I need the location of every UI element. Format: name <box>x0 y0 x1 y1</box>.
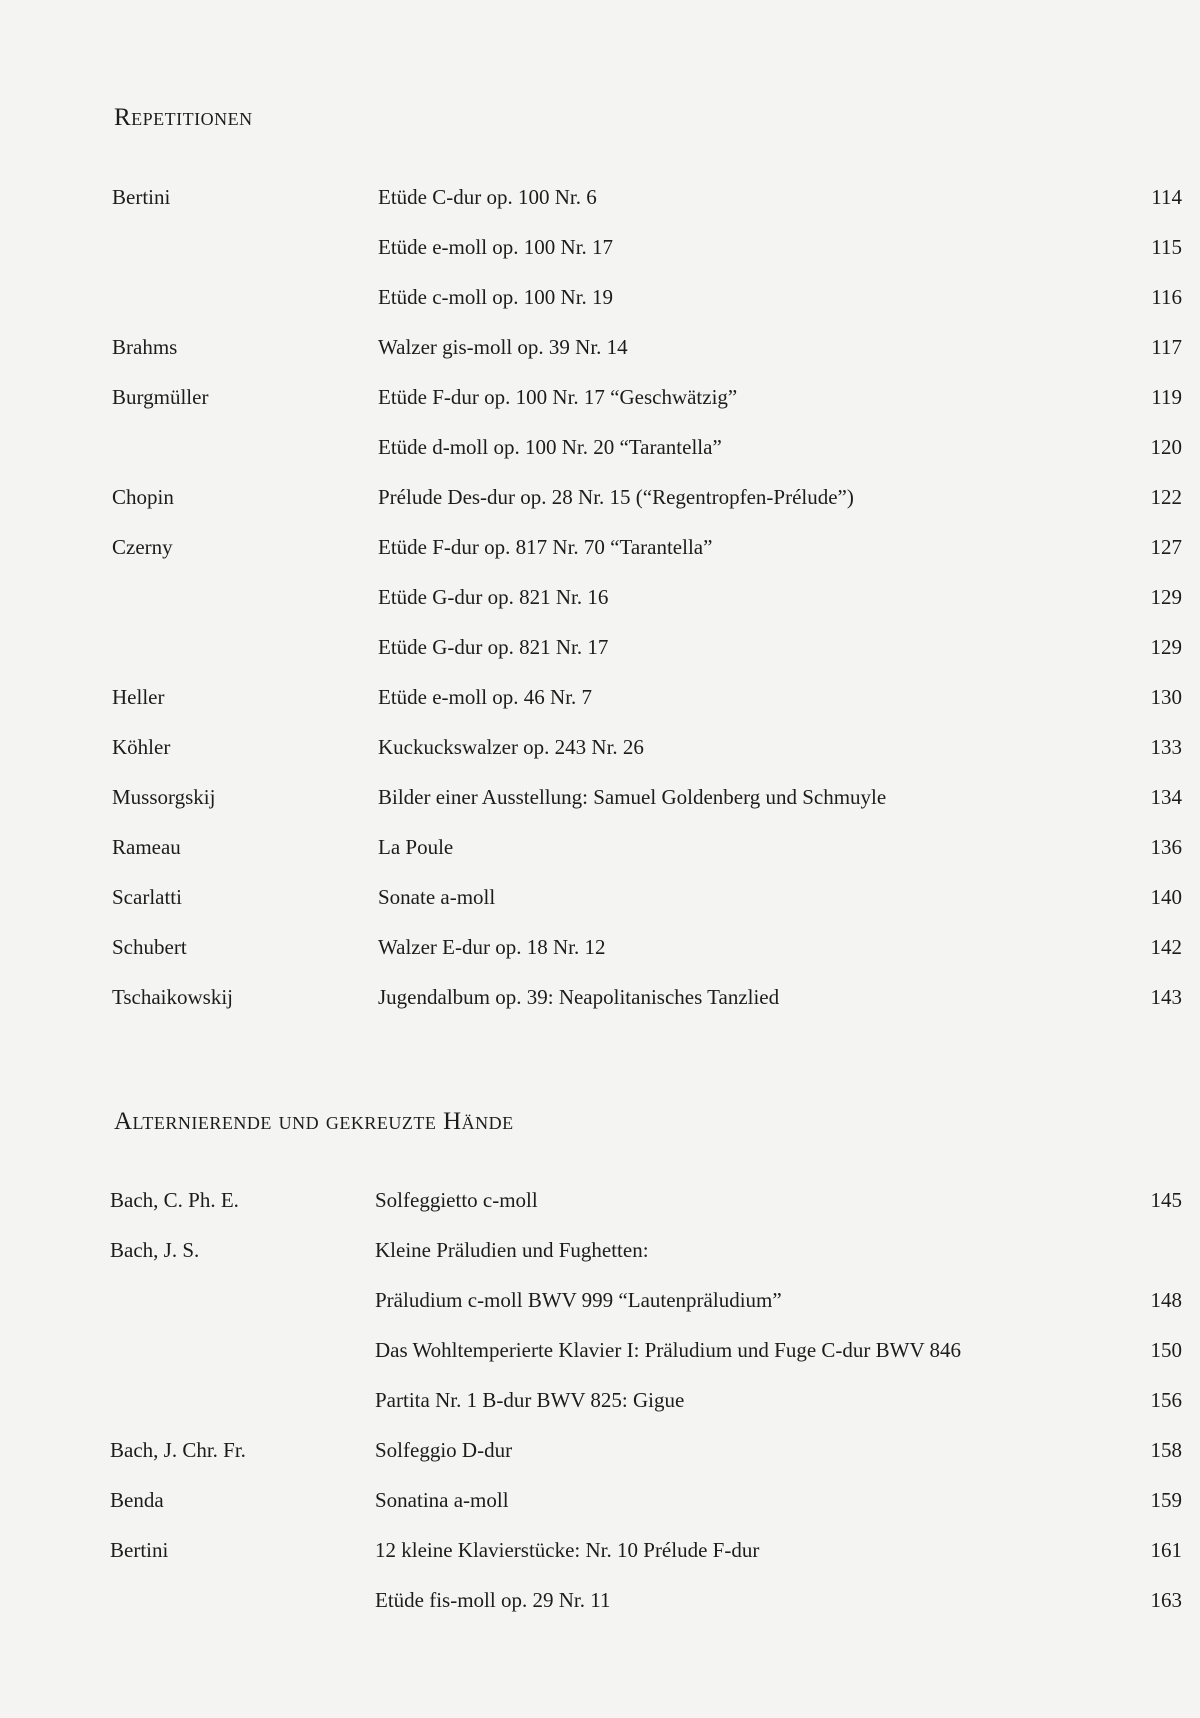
page-number: 148 <box>1150 1288 1182 1312</box>
work-title: Etüde C-dur op. 100 Nr. 6 <box>378 185 597 209</box>
index-entry <box>0 932 1200 962</box>
work-title: Partita Nr. 1 B-dur BWV 825: Gigue <box>375 1388 685 1412</box>
page-number: 114 <box>1151 185 1182 209</box>
composer-name: Mussorgskij <box>112 785 216 809</box>
index-entry <box>0 632 1200 662</box>
work-title: Das Wohltemperierte Klavier I: Präludium und Fuge C-dur BWV 846 <box>375 1338 962 1362</box>
work-title: Solfeggietto c-moll <box>375 1188 538 1212</box>
page-number: 117 <box>1151 335 1182 359</box>
work-title: Etüde c-moll op. 100 Nr. 19 <box>378 285 614 309</box>
index-entry <box>0 682 1200 712</box>
index-entry <box>0 182 1200 212</box>
work-title: La Poule <box>378 835 454 859</box>
page-number: 143 <box>1150 985 1182 1009</box>
index-entry <box>0 432 1200 462</box>
page-number: 142 <box>1150 935 1182 959</box>
page-number: 163 <box>1150 1588 1182 1612</box>
composer-name: Bach, C. Ph. E. <box>110 1188 239 1212</box>
work-title: Präludium c-moll BWV 999 “Lautenpräludium” <box>375 1288 782 1312</box>
index-entry <box>0 1435 1200 1465</box>
index-entry <box>0 882 1200 912</box>
page-number: 158 <box>1150 1438 1182 1462</box>
page-number: 129 <box>1150 635 1182 659</box>
page-number: 115 <box>1151 235 1182 259</box>
section-title: Alternierende und gekreuzte Hände <box>114 1108 514 1135</box>
work-title: Prélude Des-dur op. 28 Nr. 15 (“Regentropfen-Prélude”) <box>378 485 854 509</box>
index-entry <box>0 982 1200 1012</box>
index-entry <box>0 782 1200 812</box>
work-title: 12 kleine Klavierstücke: Nr. 10 Prélude F-dur <box>375 1538 760 1562</box>
index-entry <box>0 732 1200 762</box>
work-title: Etüde e-moll op. 100 Nr. 17 <box>378 235 614 259</box>
composer-name: Bertini <box>112 185 171 209</box>
index-entry <box>0 832 1200 862</box>
composer-name: Bach, J. S. <box>110 1238 200 1262</box>
index-entry <box>0 1585 1200 1615</box>
work-title: Kuckuckswalzer op. 243 Nr. 26 <box>378 735 644 759</box>
work-title: Etüde fis-moll op. 29 Nr. 11 <box>375 1588 611 1612</box>
composer-name: Brahms <box>112 335 178 359</box>
index-entry <box>0 582 1200 612</box>
composer-name: Burgmüller <box>112 385 209 409</box>
work-title: Etüde e-moll op. 46 Nr. 7 <box>378 685 593 709</box>
page-number: 134 <box>1150 785 1182 809</box>
page-number: 159 <box>1150 1488 1182 1512</box>
index-entry <box>0 1285 1200 1315</box>
index-entry <box>0 382 1200 412</box>
page-number: 145 <box>1150 1188 1182 1212</box>
composer-name: Scarlatti <box>112 885 182 909</box>
page-number: 161 <box>1150 1538 1182 1562</box>
index-entry <box>0 1185 1200 1215</box>
index-entry <box>0 482 1200 512</box>
page-number: 129 <box>1150 585 1182 609</box>
composer-name: Schubert <box>112 935 187 959</box>
index-entry <box>0 1235 1200 1265</box>
work-title: Sonate a-moll <box>378 885 496 909</box>
page-number: 136 <box>1150 835 1182 859</box>
work-title: Jugendalbum op. 39: Neapolitanisches Tanzlied <box>378 985 780 1009</box>
work-title: Sonatina a-moll <box>375 1488 509 1512</box>
index-entry <box>0 1535 1200 1565</box>
page-number: 120 <box>1150 435 1182 459</box>
composer-name: Chopin <box>112 485 174 509</box>
page-number: 130 <box>1150 685 1182 709</box>
work-title: Etüde F-dur op. 817 Nr. 70 “Tarantella” <box>378 535 713 559</box>
composer-name: Köhler <box>112 735 171 759</box>
work-title: Etüde G-dur op. 821 Nr. 16 <box>378 585 609 609</box>
work-title: Walzer E-dur op. 18 Nr. 12 <box>378 935 606 959</box>
work-title: Etüde G-dur op. 821 Nr. 17 <box>378 635 609 659</box>
work-title: Walzer gis-moll op. 39 Nr. 14 <box>378 335 628 359</box>
page-number: 156 <box>1150 1388 1182 1412</box>
index-entry <box>0 332 1200 362</box>
page-number: 140 <box>1150 885 1182 909</box>
composer-name: Tschaikowskij <box>112 985 234 1009</box>
page-number: 122 <box>1150 485 1182 509</box>
index-entry <box>0 1385 1200 1415</box>
index-entry <box>0 532 1200 562</box>
work-title: Kleine Präludien und Fughetten: <box>375 1238 649 1262</box>
index-entry <box>0 1485 1200 1515</box>
index-entry <box>0 232 1200 262</box>
composer-name: Heller <box>112 685 165 709</box>
index-entry <box>0 1335 1200 1365</box>
section-title: Repetitionen <box>114 104 253 131</box>
page-number: 133 <box>1150 735 1182 759</box>
page-number: 150 <box>1150 1338 1182 1362</box>
page-number: 127 <box>1150 535 1182 559</box>
page-number: 116 <box>1151 285 1182 309</box>
index-entry <box>0 282 1200 312</box>
work-title: Etüde F-dur op. 100 Nr. 17 “Geschwätzig” <box>378 385 738 409</box>
page-number: 119 <box>1151 385 1182 409</box>
composer-name: Bertini <box>110 1538 169 1562</box>
composer-name: Bach, J. Chr. Fr. <box>110 1438 246 1462</box>
composer-name: Rameau <box>112 835 181 859</box>
composer-name: Benda <box>110 1488 164 1512</box>
work-title: Etüde d-moll op. 100 Nr. 20 “Tarantella” <box>378 435 722 459</box>
work-title: Bilder einer Ausstellung: Samuel Goldenberg und Schmuyle <box>378 785 887 809</box>
composer-name: Czerny <box>112 535 173 559</box>
work-title: Solfeggio D-dur <box>375 1438 513 1462</box>
